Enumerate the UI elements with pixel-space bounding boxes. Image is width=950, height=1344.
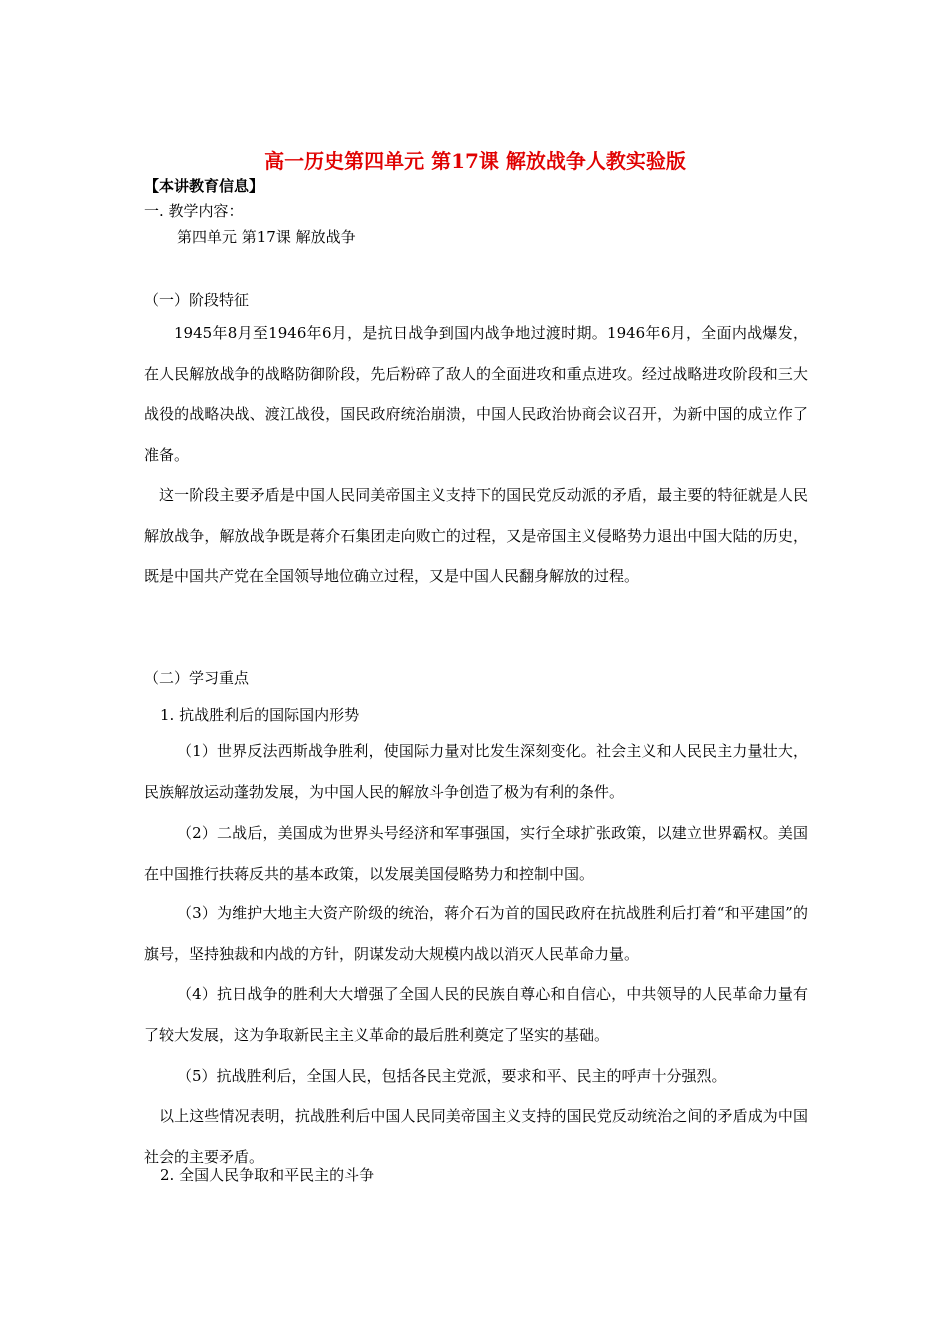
part2-heading: （二）学习重点 — [144, 669, 250, 687]
part1-paragraph-2: 这一阶段主要矛盾是中国人民同美帝国主义支持下的国民党反动派的矛盾，最主要的特征就是人民解放战争，解放战争既是蒋介石集团走向败亡的过程，又是帝国主义侵略势力退出中国大陆的历史，既是中国共产党在全国领导地位确立过程，又是中国人民翻身解放的过程。 — [144, 486, 808, 586]
part2-item2-title: 2. 全国人民争取和平民主的斗争 — [160, 1166, 375, 1184]
lesson-line: 第四单元 第17课 解放战争 — [177, 228, 356, 246]
document-title: 高一历史第四单元 第17课 解放战争人教实验版 — [264, 149, 686, 173]
part1-heading: （一）阶段特征 — [144, 291, 250, 309]
info-heading: 【本讲教育信息】 — [144, 177, 265, 195]
point-5: （5）抗战胜利后，全国人民，包括各民主党派，要求和平、民主的呼声十分强烈。 — [177, 1067, 727, 1085]
summary-paragraph: 以上这些情况表明，抗战胜利后中国人民同美帝国主义支持的国民党反动统治之间的矛盾成为中国社会的主要矛盾。 — [144, 1107, 808, 1166]
point-3: （3）为维护大地主大资产阶级的统治，蒋介石为首的国民政府在抗战胜利后打着“和平建国”的旗号，坚持独裁和内战的方针，阴谋发动大规模内战以消灭人民革命力量。 — [144, 904, 808, 963]
point-1: （1）世界反法西斯战争胜利，使国际力量对比发生深刻变化。社会主义和人民民主力量壮大，民族解放运动蓬勃发展，为中国人民的解放斗争创造了极为有利的条件。 — [144, 742, 808, 801]
point-2: （2）二战后，美国成为世界头号经济和军事强国，实行全球扩张政策，以建立世界霸权。美国在中国推行扶蒋反共的基本政策，以发展美国侵略势力和控制中国。 — [144, 824, 808, 883]
section-one-heading: 一. 教学内容： — [144, 202, 244, 220]
point-4: （4）抗日战争的胜利大大增强了全国人民的民族自尊心和自信心，中共领导的人民革命力量有了较大发展，这为争取新民主主义革命的最后胜利奠定了坚实的基础。 — [144, 985, 808, 1044]
part1-paragraph-1: 1945年8月至1946年6月，是抗日战争到国内战争地过渡时期。1946年6月，全面内战爆发，在人民解放战争的战略防御阶段，先后粉碎了敌人的全面进攻和重点进攻。经过战略进攻阶段和三大战役的战略决战、渡江战役，国民政府统治崩溃，中国人民政治协商会议召开，为新中国的成立作了准备。 — [144, 324, 808, 465]
part2-item1-title: 1. 抗战胜利后的国际国内形势 — [160, 706, 360, 724]
